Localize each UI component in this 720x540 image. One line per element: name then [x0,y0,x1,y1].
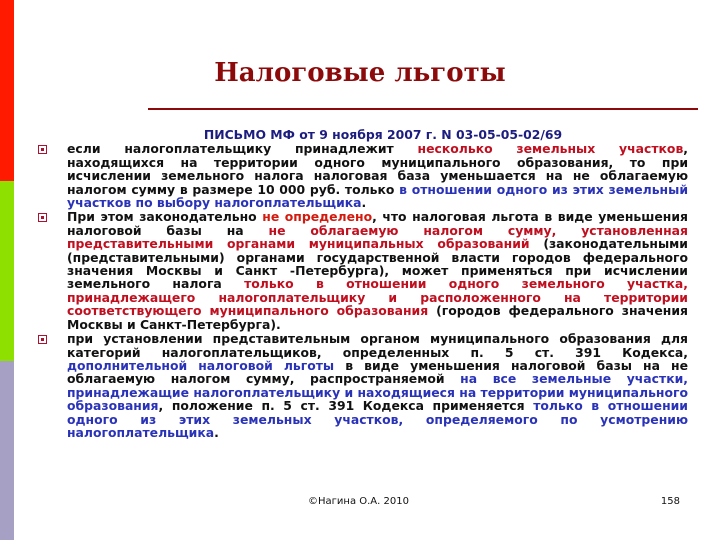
highlight: дополнительной налоговой льготы [67,357,335,373]
highlight: не облагаемую налогом сумму, установленная представительными органами муниципальных образований [67,222,688,252]
highlight: на все земельные участки, принадлежащие налогоплательщику и находящиеся на территории муниципального образования [67,371,688,414]
highlight: только в отношении одного из этих земельных участков, определяемого по усмотрению налогоплательщика [67,398,688,440]
highlight: только в отношении одного земельного участка, принадлежащего налогоплательщику и расположенного на территории соответствующего муниципального образования [67,276,688,319]
side-band-red [0,0,14,181]
side-band-green [0,181,14,361]
page-number: 158 [660,496,680,507]
letter-heading-date: от 9 ноября 2007 г. N 03-05-05-02/69 [294,127,563,142]
letter-heading-doc: ПИСЬМО МФ [203,127,295,142]
letter-heading [38,128,688,141]
bullet-icon [38,213,47,222]
bullet-icon [38,145,47,154]
highlight: несколько земельных участков [417,141,684,157]
bullet-item-3: при установлении представительным органом муниципального образования для категорий налогоплательщиков, определенных п. 5 ст. 391 Кодекса, дополнительной налоговой льготы в виде уменьшения налоговой базы на не облагаемую налогом сумму, распространяемой на все земельные участки, принадлежащие налогоплательщику и находящиеся на территории муниципального образования, положение п. 5 ст. 391 Кодекса применяется только в отношении одного из этих земельных участков, определяемого по усмотрению налогоплательщика. [38,332,688,439]
slide-body [38,128,688,440]
bullet-item-2: При этом законодательно не определено, что налоговая льгота в виде уменьшения налоговой базы на не облагаемую налогом сумму, установленная представительными органами муниципальных образований (законодательными (представительными) органами государственной власти городов федерального значения Москвы и Санкт -Петербурга), может применяться при исчислении земельного налога только в отношении одного земельного участка, принадлежащего налогоплательщику и расположенного на территории соответствующего муниципального образования (городов федерального значения Москвы и Санкт-Петербурга). [38,210,688,331]
slide-title: Налоговые льготы [214,58,506,88]
highlight: не определено [262,209,373,225]
side-band-gray [0,361,14,540]
bullet-icon [38,335,47,344]
highlight: в отношении одного из этих земельный участков по выбору налогоплательщика [67,181,688,211]
bullet-item-1: если налогоплательщику принадлежит несколько земельных участков, находящихся на территории одного муниципального образования, то при исчислении земельного налога налоговая база уменьшается на не облагаемую налогом сумму в размере 10 000 руб. только в отношении одного из этих земельный участков по выбору налогоплательщика. [38,142,688,209]
footer-author: ©Нагина О.А. 2010 [308,496,409,507]
title-divider [148,108,698,110]
